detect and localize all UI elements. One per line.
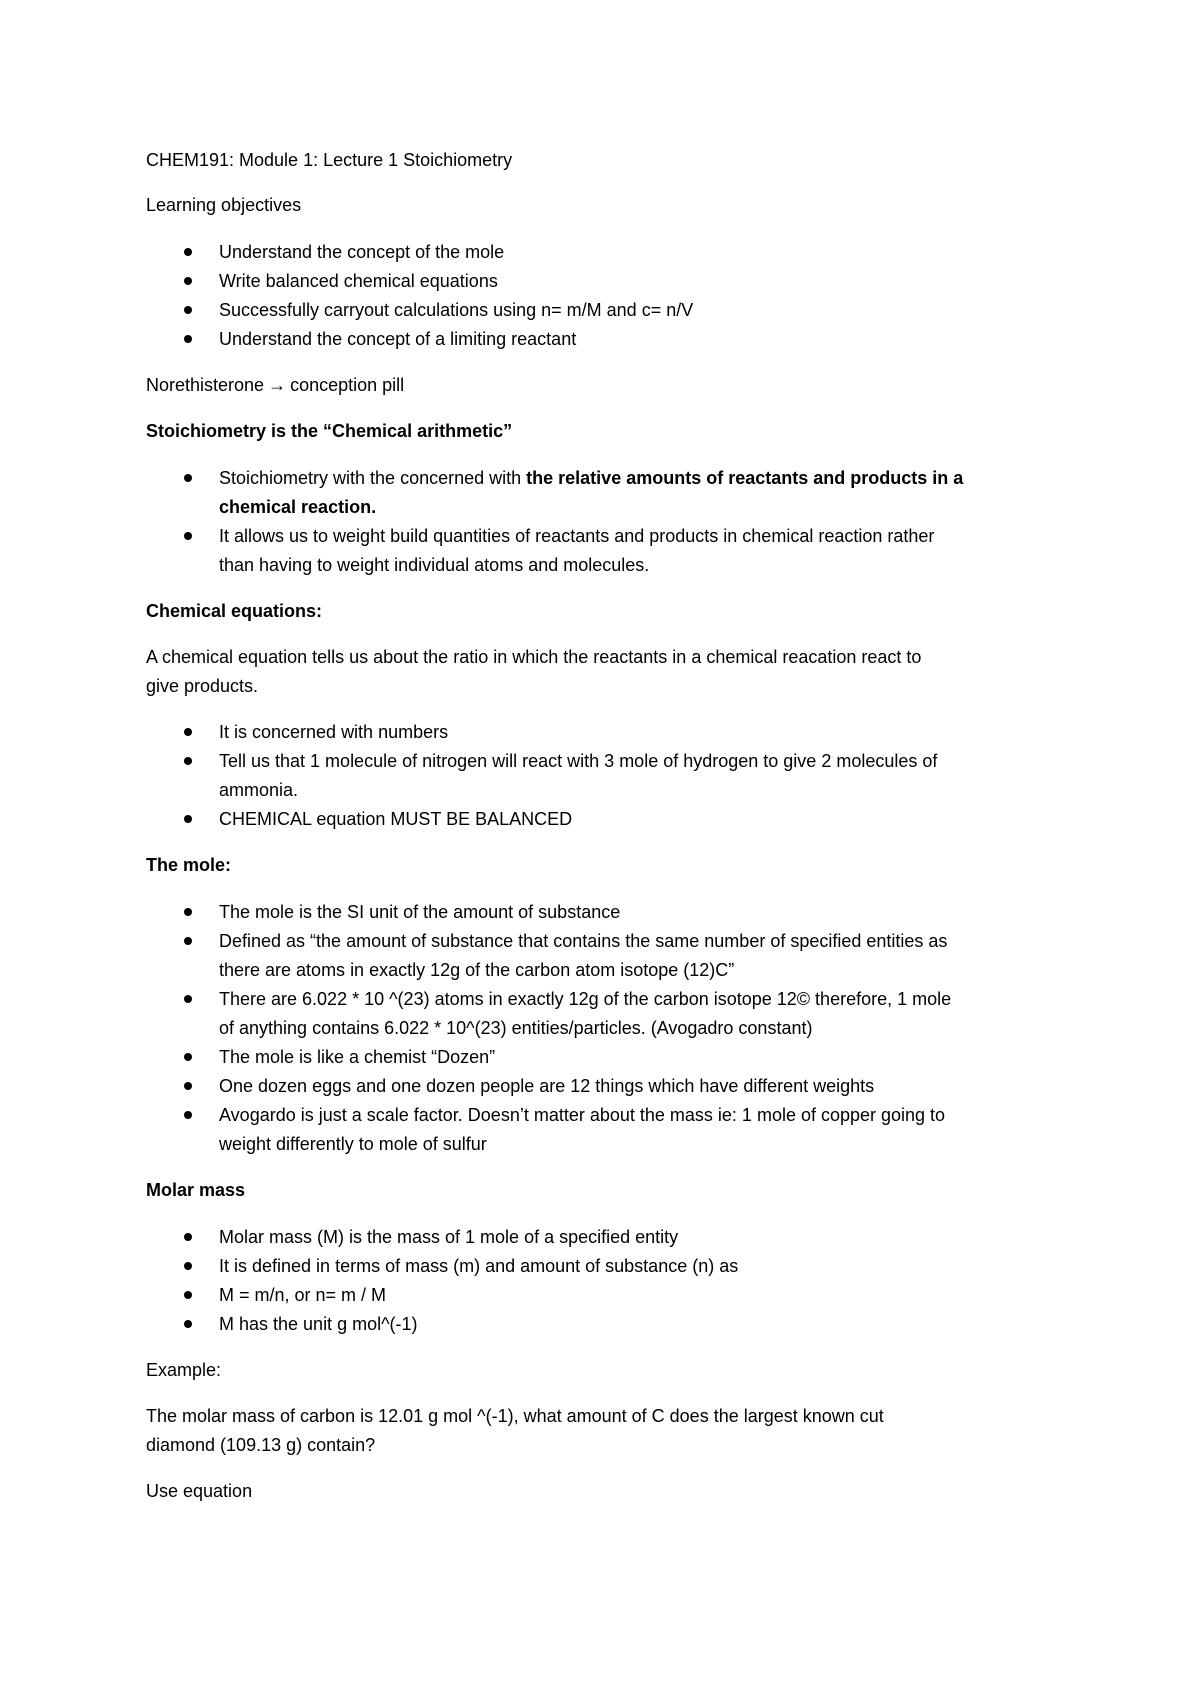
molar-mass-item: It is defined in terms of mass (m) and amount of substance (n) as (219, 1256, 739, 1276)
objective-item: Write balanced chemical equations (219, 271, 498, 291)
chemical-equations-item: CHEMICAL equation MUST BE BALANCED (219, 809, 573, 829)
mole-item-continuation: there are atoms in exactly 12g of the carbon atom isotope (12)C” (219, 960, 735, 980)
mole-item: There are 6.022 * 10 ^(23) atoms in exactly 12g of the carbon isotope 12© therefore, 1 mole (219, 989, 952, 1009)
chemical-equations-heading: Chemical equations: (146, 601, 323, 621)
bullet-icon (184, 532, 192, 540)
conception-pill-term: conception pill (290, 375, 405, 395)
chemical-equations-item: Tell us that 1 molecule of nitrogen will react with 3 mole of hydrogen to give 2 molecules of (219, 751, 938, 771)
objective-item: Successfully carryout calculations using n= m/M and c= n/V (219, 300, 694, 320)
stoichiometry-item-1-bold: the relative amounts of reactants and products in a (526, 468, 964, 488)
objective-item: Understand the concept of the mole (219, 242, 505, 262)
mole-item: The mole is the SI unit of the amount of substance (219, 902, 621, 922)
chemical-equations-item-continuation: ammonia. (219, 780, 299, 800)
bullet-icon (184, 995, 192, 1003)
mole-item: The mole is like a chemist “Dozen” (219, 1047, 496, 1067)
stoichiometry-item-1-line-1 (219, 467, 963, 489)
chemical-equations-paragraph-line-1: A chemical equation tells us about the ratio in which the reactants in a chemical reacation react to (146, 647, 922, 667)
bullet-icon (184, 1233, 192, 1241)
example-question-line-1: The molar mass of carbon is 12.01 g mol ^(-1), what amount of C does the largest known cut (146, 1406, 884, 1426)
norethisterone-term: Norethisterone (146, 375, 265, 395)
document-title: CHEM191: Module 1: Lecture 1 Stoichiometry (146, 150, 513, 170)
mole-item: Defined as “the amount of substance that contains the same number of specified entities as (219, 931, 948, 951)
bullet-icon (184, 815, 192, 823)
molar-mass-heading: Molar mass (146, 1180, 246, 1200)
learning-objectives-heading: Learning objectives (146, 195, 302, 215)
stoichiometry-item-2-line-1: It allows us to weight build quantities of reactants and products in chemical reaction rather (219, 526, 935, 546)
bullet-icon (184, 1320, 192, 1328)
right-arrow-icon: → (268, 375, 287, 395)
mole-item-continuation: of anything contains 6.022 * 10^(23) entities/particles. (Avogadro constant) (219, 1018, 813, 1038)
molar-mass-item: M has the unit g mol^(-1) (219, 1314, 418, 1334)
bullet-icon (184, 1111, 192, 1119)
use-equation-text: Use equation (146, 1481, 253, 1501)
mole-item-continuation: weight differently to mole of sulfur (219, 1134, 487, 1154)
molar-mass-item: M = m/n, or n= m / M (219, 1285, 387, 1305)
bullet-icon (184, 1291, 192, 1299)
stoichiometry-item-2-line-2: than having to weight individual atoms and molecules. (219, 555, 650, 575)
mole-item: One dozen eggs and one dozen people are 12 things which have different weights (219, 1076, 875, 1096)
bullet-icon (184, 728, 192, 736)
chemical-equations-paragraph-line-2: give products. (146, 676, 259, 696)
bullet-icon (184, 937, 192, 945)
bullet-icon (184, 248, 192, 256)
bullet-icon (184, 757, 192, 765)
chemical-equations-item: It is concerned with numbers (219, 722, 449, 742)
bullet-icon (184, 335, 192, 343)
molar-mass-item: Molar mass (M) is the mass of 1 mole of a specified entity (219, 1227, 679, 1247)
bullet-icon (184, 277, 192, 285)
example-heading: Example: (146, 1360, 222, 1380)
mole-item: Avogardo is just a scale factor. Doesn’t matter about the mass ie: 1 mole of copper going to (219, 1105, 946, 1125)
stoichiometry-heading: Stoichiometry is the “Chemical arithmetic” (146, 421, 513, 441)
stoichiometry-item-1-line-2: chemical reaction. (219, 497, 377, 517)
example-question-line-2: diamond (109.13 g) contain? (146, 1435, 376, 1455)
objective-item: Understand the concept of a limiting reactant (219, 329, 577, 349)
norethisterone-line (146, 374, 404, 396)
bullet-icon (184, 1053, 192, 1061)
bullet-icon (184, 306, 192, 314)
mole-heading: The mole: (146, 855, 232, 875)
bullet-icon (184, 1262, 192, 1270)
stoichiometry-item-1-prefix: Stoichiometry with the concerned with (219, 468, 527, 488)
bullet-icon (184, 908, 192, 916)
bullet-icon (184, 1082, 192, 1090)
bullet-icon (184, 474, 192, 482)
